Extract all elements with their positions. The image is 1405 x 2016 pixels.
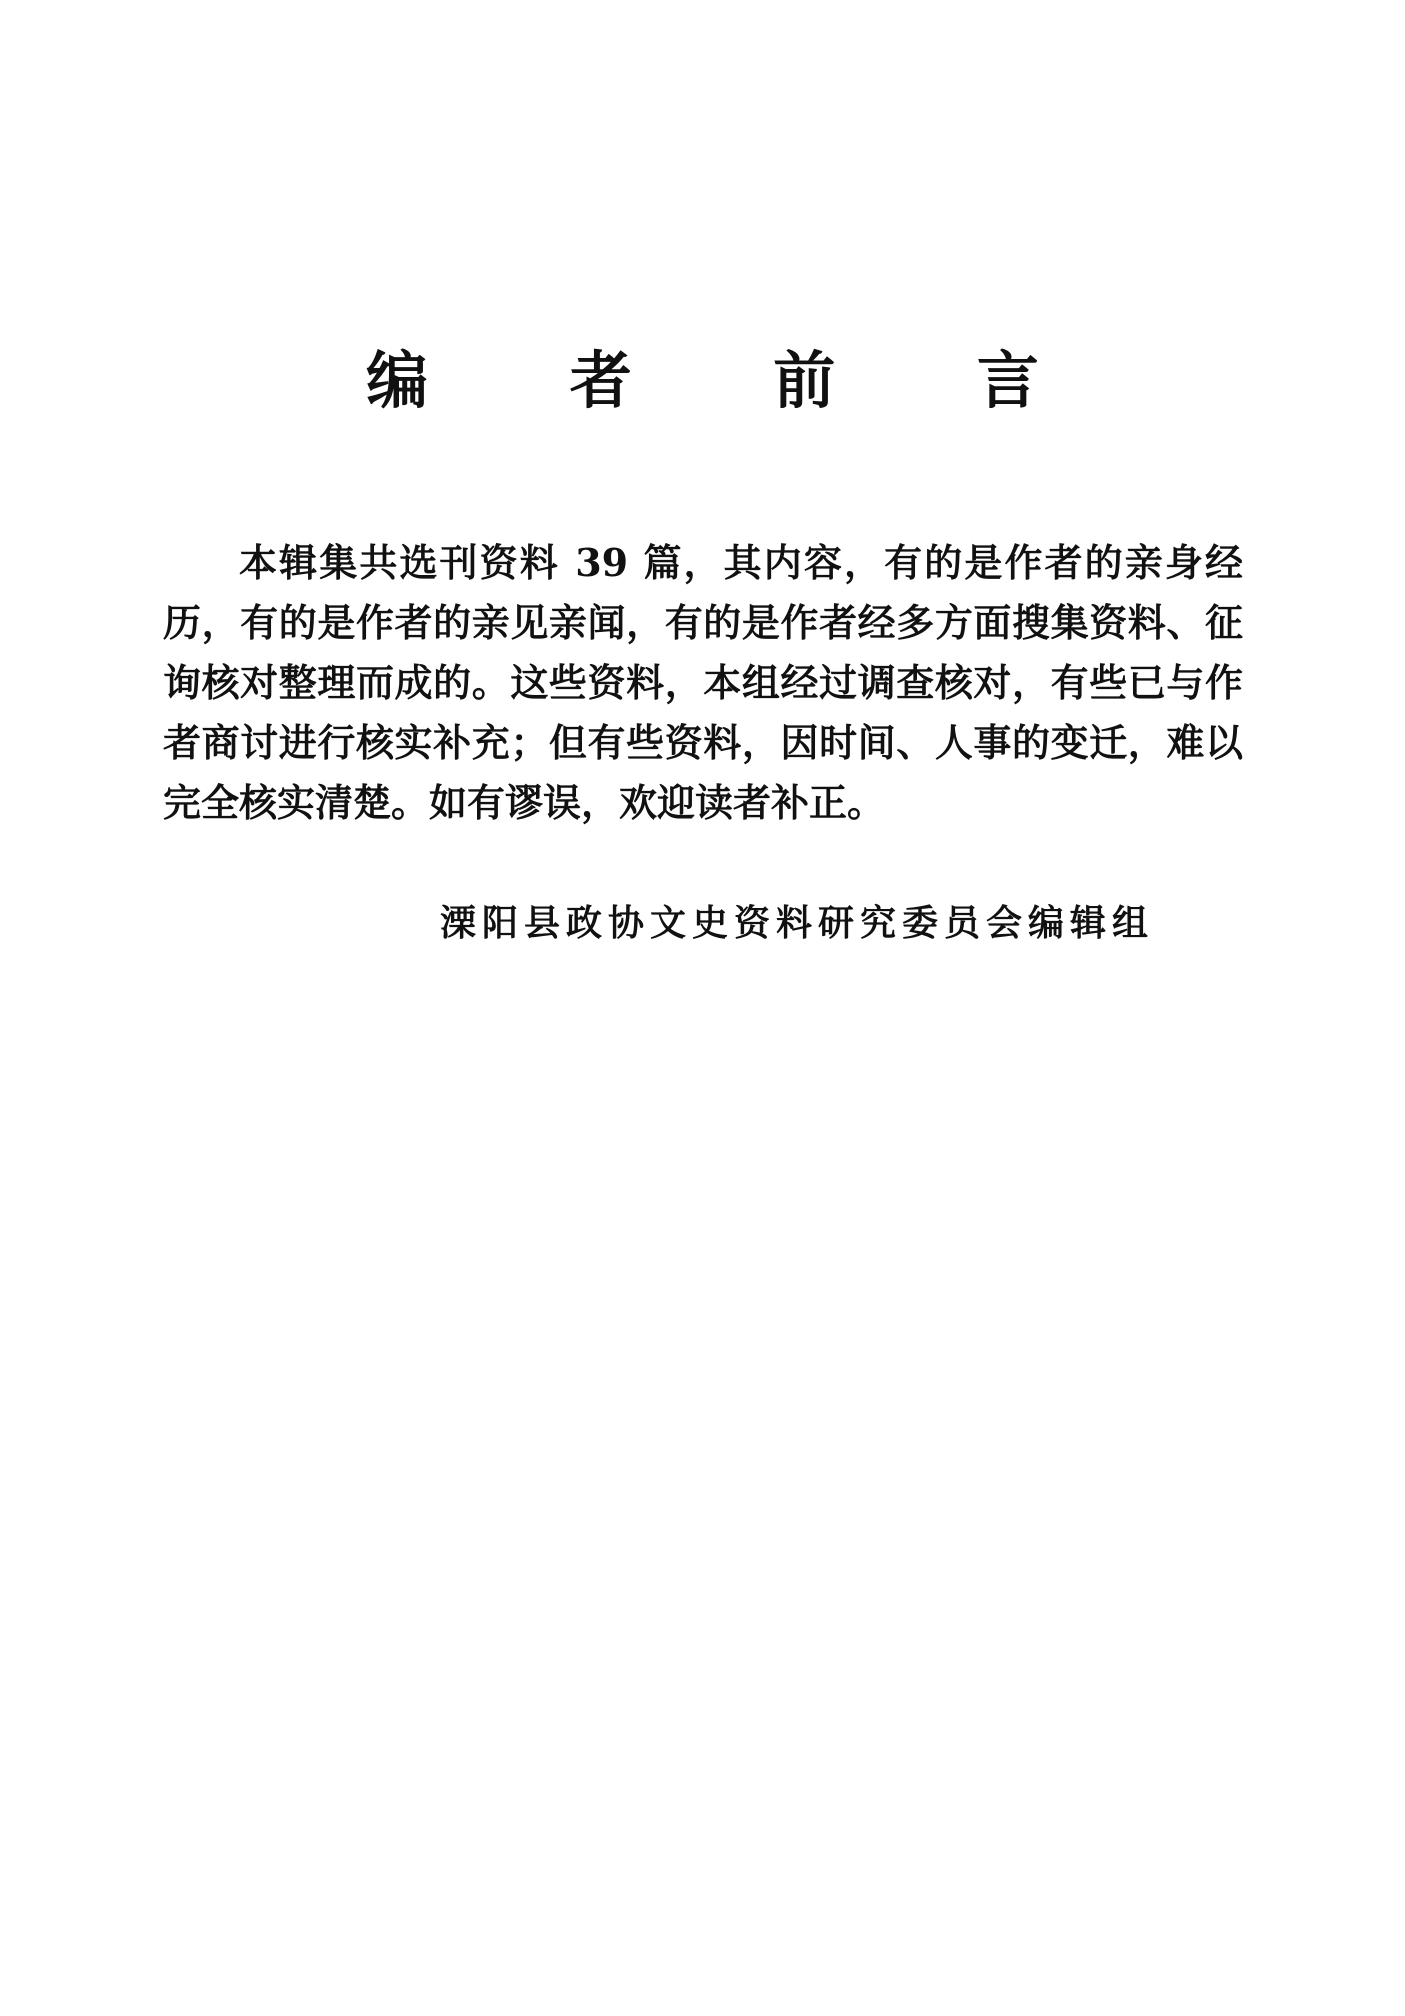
editor-signature: 溧阳县政协文史资料研究委员会编辑组 <box>440 902 1155 944</box>
preface-paragraph: 本辑集共选刊资料 39 篇，其内容，有的是作者的亲身经历，有的是作者的亲见亲闻，有的是作者经多方面搜集资料、征询核对整理而成的。这些资料，本组经过调查核对，有些已与作者商讨进行核实补充；但有些资料，因时间、人事的变迁，难以完全核实清楚。如有谬误，欢迎读者补正。 <box>163 540 1243 825</box>
page-title: 编 者 前 言 <box>366 344 1099 417</box>
